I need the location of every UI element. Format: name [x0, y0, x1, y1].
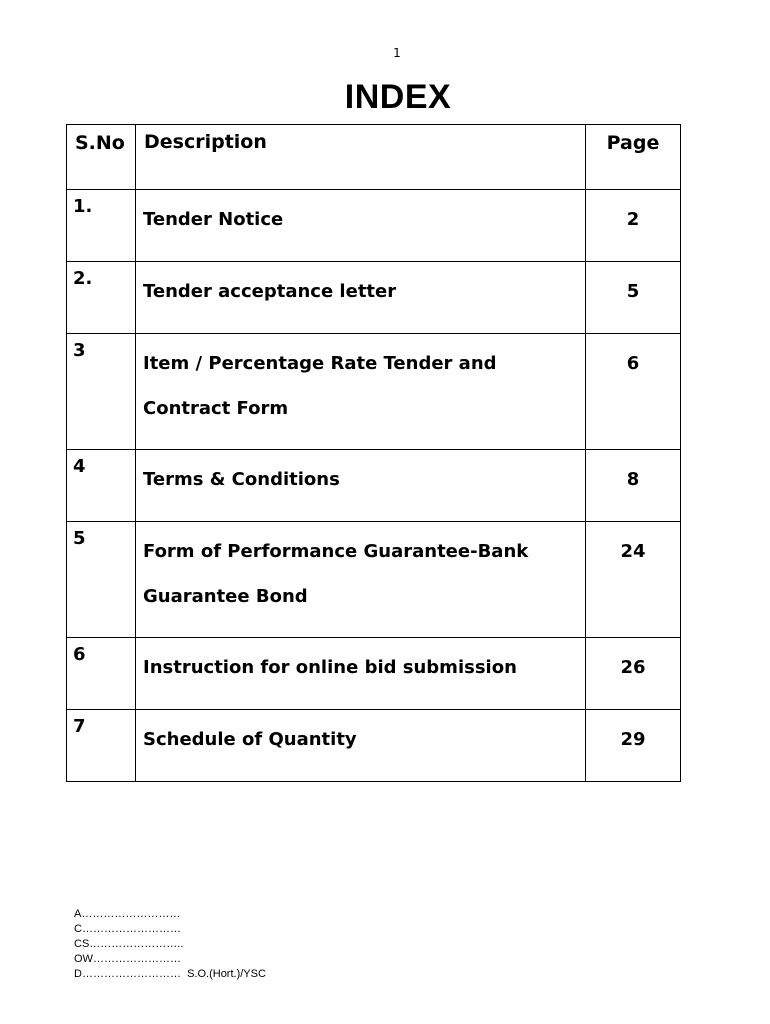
signoff-a: A……………………… — [74, 908, 181, 920]
row-description-line: Instruction for online bid submission — [143, 657, 517, 678]
header-description: Description — [136, 125, 586, 190]
row-sno: 4 — [67, 450, 136, 522]
row-page — [586, 334, 681, 450]
signoff-d: D……………………… — [74, 968, 181, 980]
row-description — [136, 190, 586, 262]
row-page-number: 5 — [626, 281, 640, 302]
signoff-designation: S.O.(Hort.)/YSC — [187, 968, 266, 980]
row-description-line: Form of Performance Guarantee-Bank — [143, 541, 529, 562]
row-description-line: Schedule of Quantity — [143, 729, 357, 750]
row-sno: 3 — [67, 334, 136, 450]
row-page — [586, 450, 681, 522]
row-page — [586, 190, 681, 262]
row-description-line: Contract Form — [143, 398, 289, 419]
table-row — [67, 522, 681, 638]
signoff-ow: OW…………………… — [74, 953, 181, 965]
row-description-line: Guarantee Bond — [143, 586, 308, 607]
signoff-d-line — [74, 967, 266, 982]
row-description — [136, 450, 586, 522]
row-page-number: 24 — [620, 541, 646, 562]
row-description-line: Terms & Conditions — [143, 469, 340, 490]
row-description — [136, 638, 586, 710]
row-description — [136, 522, 586, 638]
table-row — [67, 638, 681, 710]
row-page-number: 8 — [626, 469, 640, 490]
signoff-block — [74, 907, 266, 982]
signoff-cs: CS…………………….. — [74, 938, 184, 950]
row-description-line: Tender acceptance letter — [143, 281, 397, 302]
row-page-number: 2 — [626, 209, 640, 230]
row-page-number: 6 — [626, 353, 640, 374]
row-page — [586, 710, 681, 782]
row-description-line: Tender Notice — [143, 209, 284, 230]
row-description — [136, 262, 586, 334]
row-sno: 1. — [67, 190, 136, 262]
index-table — [66, 124, 681, 782]
table-row — [67, 190, 681, 262]
row-sno: 2. — [67, 262, 136, 334]
table-row — [67, 262, 681, 334]
row-sno: 6 — [67, 638, 136, 710]
table-header-row — [67, 125, 681, 190]
page-number: 1 — [393, 46, 401, 60]
header-page: Page — [586, 125, 681, 190]
header-sno: S.No — [67, 125, 136, 190]
signoff-c: C……………………… — [74, 923, 181, 935]
row-description — [136, 710, 586, 782]
row-page-number: 26 — [620, 657, 646, 678]
row-description-line: Item / Percentage Rate Tender and — [143, 353, 497, 374]
row-page — [586, 638, 681, 710]
row-page-number: 29 — [620, 729, 646, 750]
row-page — [586, 262, 681, 334]
table-row — [67, 334, 681, 450]
row-sno: 5 — [67, 522, 136, 638]
row-description — [136, 334, 586, 450]
table-row — [67, 450, 681, 522]
row-sno: 7 — [67, 710, 136, 782]
table-row — [67, 710, 681, 782]
page-title: INDEX — [344, 78, 452, 116]
row-page — [586, 522, 681, 638]
